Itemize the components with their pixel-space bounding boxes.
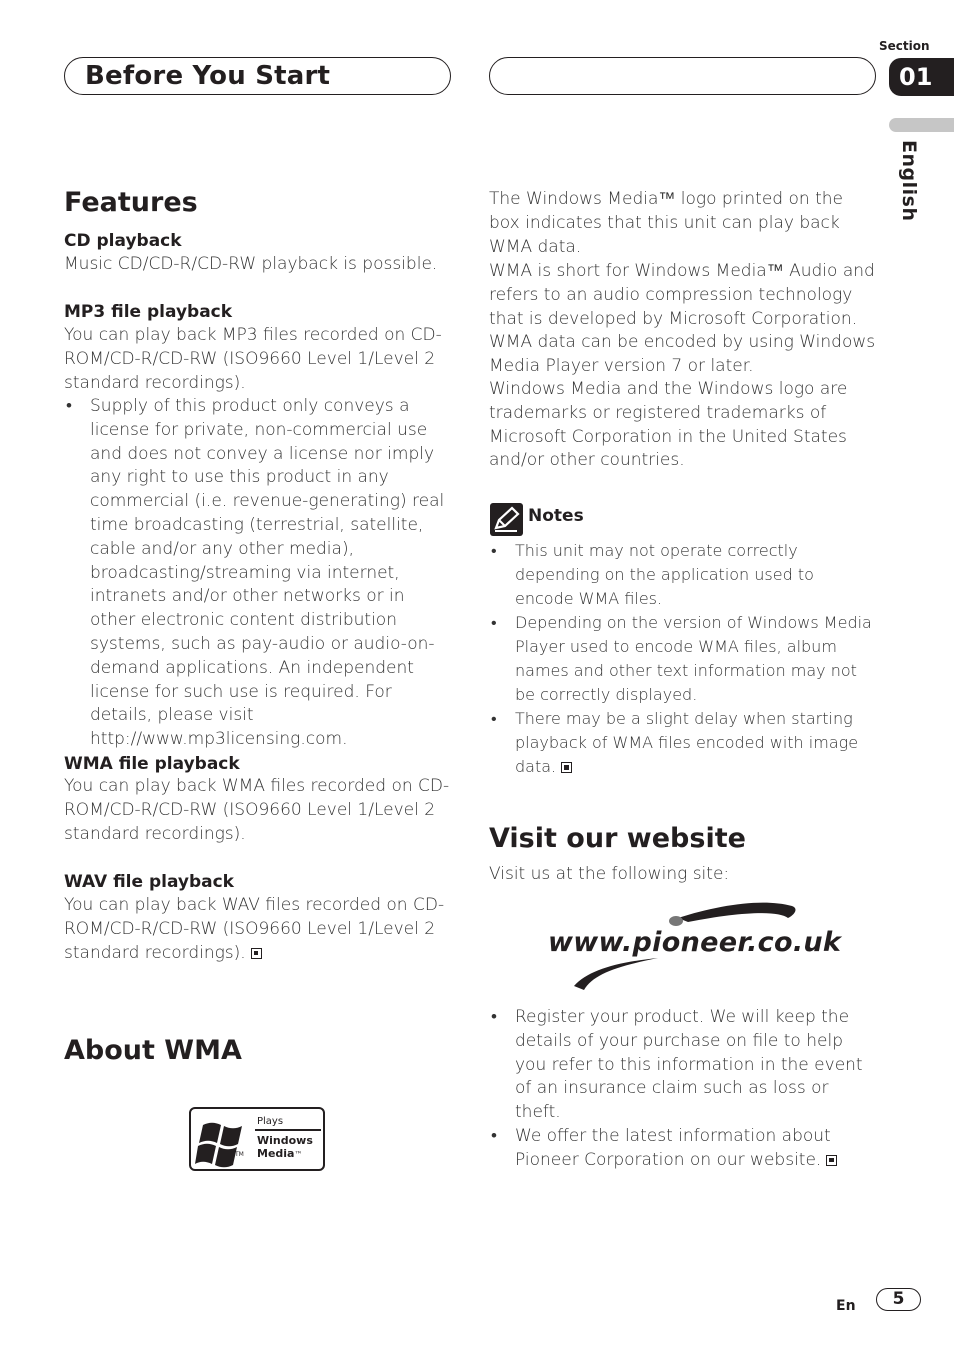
windows-flag-icon [195, 1113, 255, 1169]
cd-playback-text: Music CD/CD-R/CD-RW playback is possible. [64, 254, 438, 274]
mp3-playback-text: You can play back MP3 files recorded on CD-ROM/CD-R/CD-RW (ISO9660 Level 1/Level 2 standard recordings). [64, 325, 442, 393]
page-number: 5 [876, 1288, 921, 1311]
logo-media-line [257, 1147, 302, 1160]
website-heading: Visit our website [489, 823, 746, 854]
language-tab-label: English [898, 140, 920, 222]
wma-paragraph-3: Windows Media and the Windows logo are trademarks or registered trademarks of Microsoft Corporation in the United States and/or other countries. [489, 379, 848, 471]
notes-list [489, 539, 873, 779]
end-mark-icon [826, 1155, 837, 1166]
website-bullets [489, 1006, 875, 1173]
cd-playback-title: CD playback [64, 231, 182, 251]
wav-playback-title: WAV file playback [64, 872, 234, 892]
wma-paragraph-2: WMA is short for Windows Media™ Audio and refers to an audio compression technology that is developed by Microsoft Corporation. WMA data can be encoded by using Windows Media Player version 7 or later. [489, 261, 876, 377]
section-number: 01 [889, 58, 954, 96]
mp3-license-bullet: • Supply of this product only conveys a license for private, non-commercial use and does not convey a license nor imply any right to use this product in any commercial (i.e. revenue-generating) real time broadcasting (terrestrial, satellite, cable and/or any other media), broadcasting/streaming via internet, intranets and/or other networks or in other electronic content distribution systems, such as pay-audio or audio-on-demand applications. An independent license for such use is required. For details, please visit http://www.mp3licensing.com. [64, 395, 450, 752]
logo-tm: ™ [294, 1150, 303, 1159]
logo-media-text: Media [257, 1147, 295, 1160]
note-item-2: • Depending on the version of Windows Media Player used to encode WMA files, album names and other text information may not be correctly displayed. [489, 611, 873, 707]
footer-language: En [836, 1298, 856, 1314]
wma-playback-text: You can play back WMA files recorded on CD-ROM/CD-R/CD-RW (ISO9660 Level 1/Level 2 standard recordings). [64, 776, 450, 844]
language-tab-bar [889, 118, 954, 132]
about-wma-heading: About WMA [64, 1035, 242, 1066]
windows-media-logo [189, 1107, 325, 1171]
header-title-pill [64, 57, 451, 95]
pioneer-website-logo[interactable] [548, 900, 842, 992]
logo-windows-text: Windows [257, 1134, 313, 1147]
mp3-license-list [64, 395, 450, 752]
header-title: Before You Start [85, 61, 331, 91]
header-blank-pill [489, 57, 876, 95]
website-bullet-1: • Register your product. We will keep the details of your purchase on file to help you refer to this information in the event of an insurance claim such as loss or theft. [489, 1006, 875, 1125]
mp3-playback-title: MP3 file playback [64, 302, 233, 322]
website-bullet-2-wrapper [489, 1125, 875, 1173]
wav-playback-text-block [64, 894, 450, 965]
logo-tm-small: TM [235, 1151, 244, 1158]
website-bullet-2: We offer the latest information about Pioneer Corporation on our website. [515, 1125, 831, 1170]
section-label: Section [879, 39, 930, 53]
website-intro: Visit us at the following site: [489, 864, 730, 884]
wav-playback-text: You can play back WAV files recorded on CD-ROM/CD-R/CD-RW (ISO9660 Level 1/Level 2 standard recordings). [64, 895, 445, 963]
notes-pencil-icon [490, 503, 523, 536]
end-mark-icon [561, 762, 572, 773]
note-item-3: There may be a slight delay when starting playback of WMA files encoded with image data. [515, 709, 859, 776]
features-heading: Features [64, 187, 198, 218]
note-item-1: • This unit may not operate correctly depending on the application used to encode WMA files. [489, 539, 873, 611]
notes-title: Notes [528, 506, 584, 526]
wma-playback-title: WMA file playback [64, 754, 240, 774]
logo-plays-text: Plays [257, 1116, 284, 1127]
logo-divider [255, 1129, 321, 1131]
pioneer-url[interactable]: www.pioneer.co.uk [548, 927, 842, 958]
note-item-3-wrapper [489, 707, 873, 779]
pencil-icon [490, 503, 523, 536]
wma-paragraph-1: The Windows Media™ logo printed on the box indicates that this unit can play back WMA data. [489, 189, 843, 257]
end-mark-icon [251, 948, 262, 959]
